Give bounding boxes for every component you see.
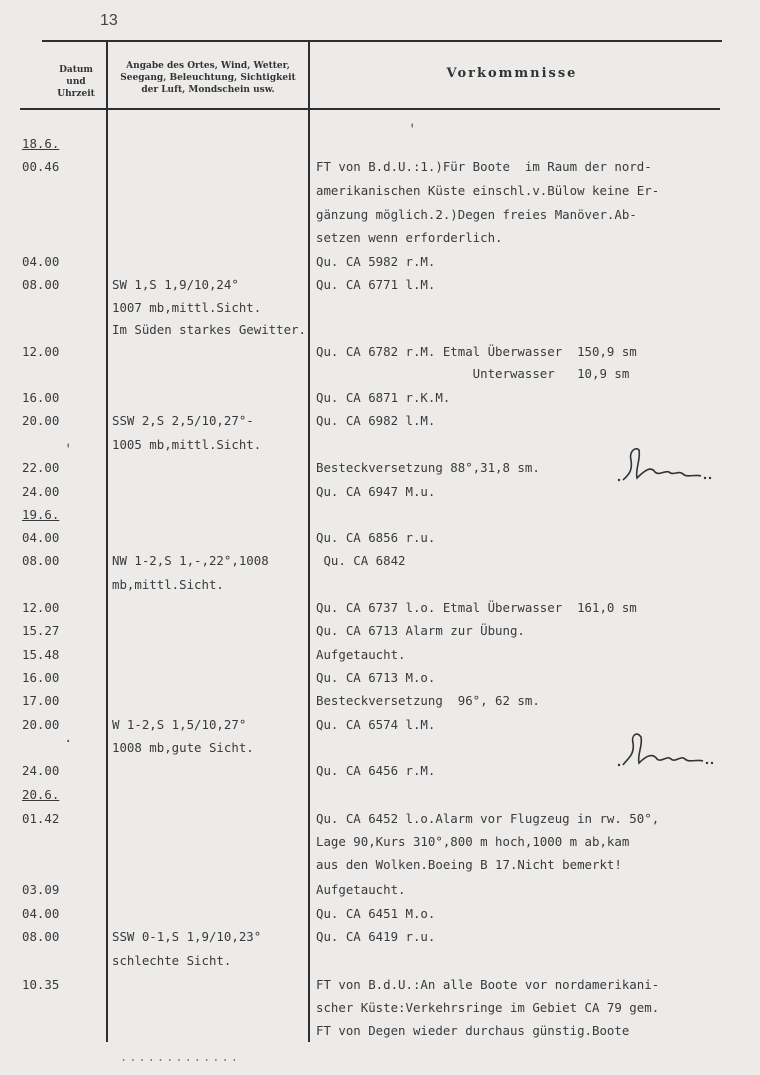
- log-event: Besteckversetzung 88°,31,8 sm.: [316, 460, 540, 475]
- log-event: Aufgetaucht.: [316, 882, 406, 897]
- log-location-weather: Im Süden starkes Gewitter.: [112, 322, 306, 337]
- log-time: 04.00: [22, 254, 60, 269]
- log-time: 08.00: [22, 277, 60, 292]
- log-event: Qu. CA 6771 l.M.: [316, 277, 436, 292]
- log-location-weather: 1005 mb,mittl.Sicht.: [112, 437, 262, 452]
- log-event: Qu. CA 6452 l.o.Alarm vor Flugzeug in rw. 50°,: [316, 811, 660, 826]
- log-event: Qu. CA 6713 Alarm zur Übung.: [316, 623, 525, 638]
- log-event: Qu. CA 6947 M.u.: [316, 484, 436, 499]
- log-time: 15.27: [22, 623, 60, 638]
- tick-mark: ·: [64, 734, 73, 750]
- log-date: 19.6.: [22, 507, 60, 522]
- log-event: amerikanischen Küste einschl.v.Bülow keine Er-: [316, 183, 660, 198]
- log-time: 16.00: [22, 390, 60, 405]
- top-rule: [42, 40, 722, 42]
- log-time: 24.00: [22, 484, 60, 499]
- log-location-weather: SW 1,S 1,9/10,24°: [112, 277, 239, 292]
- page-number: 13: [100, 12, 118, 29]
- log-event: Qu. CA 6842: [316, 553, 406, 568]
- tick-mark: ': [408, 122, 417, 138]
- log-event: Aufgetaucht.: [316, 647, 406, 662]
- log-time: 04.00: [22, 530, 60, 545]
- log-time: 04.00: [22, 906, 60, 921]
- log-time: 22.00: [22, 460, 60, 475]
- log-time: 08.00: [22, 929, 60, 944]
- log-date: 18.6.: [22, 136, 60, 151]
- log-time: 12.00: [22, 344, 60, 359]
- log-event: Unterwasser 10,9 sm: [316, 366, 630, 381]
- log-time: 20.00: [22, 717, 60, 732]
- column-divider-1: [106, 42, 108, 1042]
- log-event: FT von B.d.U.:An alle Boote vor nordamerikani-: [316, 977, 660, 992]
- log-time: 08.00: [22, 553, 60, 568]
- log-time: 10.35: [22, 977, 60, 992]
- log-location-weather: mb,mittl.Sicht.: [112, 577, 224, 592]
- log-event: scher Küste:Verkehrsringe im Gebiet CA 79 gem.: [316, 1000, 660, 1015]
- signature-mark: [615, 725, 715, 775]
- log-time: 17.00: [22, 693, 60, 708]
- log-time: 16.00: [22, 670, 60, 685]
- log-event: Qu. CA 6456 r.M.: [316, 763, 436, 778]
- log-event: Qu. CA 5982 r.M.: [316, 254, 436, 269]
- header-date-time: Datum und Uhrzeit: [57, 65, 95, 99]
- log-event: Qu. CA 6419 r.u.: [316, 929, 436, 944]
- log-event: Lage 90,Kurs 310°,800 m hoch,1000 m ab,kam: [316, 834, 630, 849]
- log-location-weather: SSW 2,S 2,5/10,27°-: [112, 413, 254, 428]
- log-event: setzen wenn erforderlich.: [316, 230, 503, 245]
- log-time: 20.00: [22, 413, 60, 428]
- tick-mark: ': [64, 442, 73, 458]
- log-event: gänzung möglich.2.)Degen freies Manöver.Ab-: [316, 207, 637, 222]
- log-event: Qu. CA 6713 M.o.: [316, 670, 436, 685]
- log-time: 15.48: [22, 647, 60, 662]
- log-event: Qu. CA 6574 l.M.: [316, 717, 436, 732]
- log-location-weather: 1007 mb,mittl.Sicht.: [112, 300, 262, 315]
- log-event: Qu. CA 6856 r.u.: [316, 530, 436, 545]
- log-location-weather: W 1-2,S 1,5/10,27°: [112, 717, 247, 732]
- log-event: Qu. CA 6871 r.K.M.: [316, 390, 451, 405]
- log-time: 01.42: [22, 811, 60, 826]
- column-divider-2: [308, 42, 310, 1042]
- header-bottom-rule: [20, 108, 720, 110]
- header-location-weather: Angabe des Ortes, Wind, Wetter, Seegang, Beleuchtung, Sichtigkeit der Luft, Mondschein usw.: [120, 61, 296, 95]
- log-time: 24.00: [22, 763, 60, 778]
- log-event: Qu. CA 6782 r.M. Etmal Überwasser 150,9 sm: [316, 344, 637, 359]
- log-event: FT von B.d.U.:1.)Für Boote im Raum der nord-: [316, 159, 652, 174]
- log-event: Qu. CA 6451 M.o.: [316, 906, 436, 921]
- log-date: 20.6.: [22, 787, 60, 802]
- log-location-weather: schlechte Sicht.: [112, 953, 232, 968]
- log-event: Qu. CA 6737 l.o. Etmal Überwasser 161,0 sm: [316, 600, 637, 615]
- log-event: Besteckversetzung 96°, 62 sm.: [316, 693, 540, 708]
- log-time: 00.46: [22, 159, 60, 174]
- log-event: Qu. CA 6982 l.M.: [316, 413, 436, 428]
- log-event: aus den Wolken.Boeing B 17.Nicht bemerkt!: [316, 857, 622, 872]
- header-events: Vorkommnisse: [446, 66, 578, 81]
- log-location-weather: SSW 0-1,S 1,9/10,23°: [112, 929, 262, 944]
- signature-mark: [615, 440, 715, 490]
- log-location-weather: 1008 mb,gute Sicht.: [112, 740, 254, 755]
- log-time: 03.09: [22, 882, 60, 897]
- log-time: 12.00: [22, 600, 60, 615]
- bottom-dotted-line: .............: [120, 1050, 240, 1064]
- log-location-weather: NW 1-2,S 1,-,22°,1008: [112, 553, 269, 568]
- log-event: FT von Degen wieder durchaus günstig.Boote: [316, 1023, 630, 1038]
